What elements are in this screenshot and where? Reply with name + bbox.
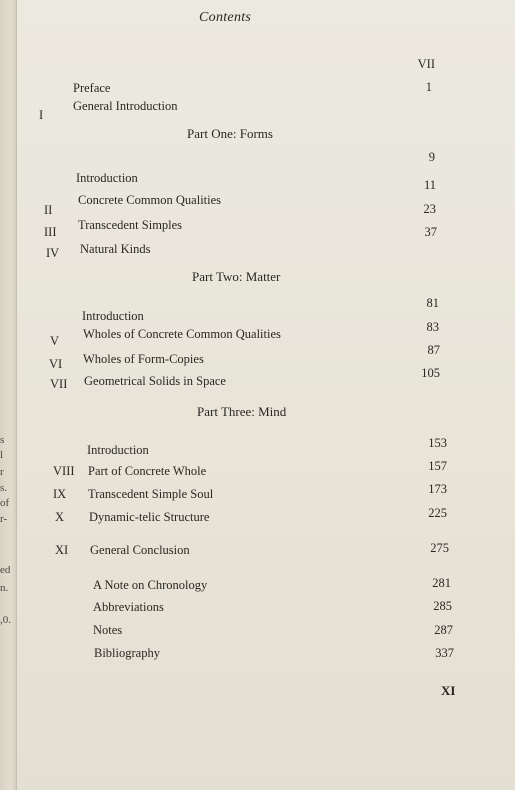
toc-chapter-numeral: XI (55, 543, 69, 557)
toc-page-number: 23 (423, 202, 436, 216)
toc-chapter-numeral: V (50, 334, 60, 348)
toc-entry-label: General Conclusion (90, 543, 190, 557)
toc-entry-label: Wholes of Form-Copies (83, 352, 204, 366)
toc-page-number: 173 (428, 482, 447, 496)
adjacent-page-fragment: ed (0, 564, 11, 576)
toc-entry-label: Preface (73, 81, 111, 95)
toc-entry-label: Abbreviations (93, 600, 164, 614)
adjacent-page-edge (0, 0, 17, 790)
toc-chapter-numeral: X (55, 510, 65, 524)
toc-entry-label: Concrete Common Qualities (78, 193, 222, 207)
adjacent-page-fragment: s. (0, 482, 8, 494)
toc-chapter-numeral: IX (53, 487, 67, 501)
toc-entry-label: Wholes of Concrete Common Qualities (83, 327, 281, 341)
toc-chapter-numeral: I (39, 108, 44, 122)
toc-page-number: VII (417, 57, 435, 71)
toc-entry-label: Introduction (76, 171, 138, 185)
toc-chapter-numeral: VII (50, 377, 68, 391)
adjacent-page-fragment: of (0, 497, 10, 509)
toc-page-number: 87 (427, 343, 440, 357)
toc-chapter-numeral: III (44, 225, 57, 239)
toc-entry-label: Bibliography (94, 646, 160, 660)
toc-page-number: 11 (423, 178, 436, 192)
toc-entry-label: Geometrical Solids in Space (84, 374, 226, 388)
toc-page-number: 337 (435, 646, 454, 660)
part-heading: Part Two: Matter (192, 269, 281, 284)
toc-page-number: 275 (430, 541, 449, 555)
toc-chapter-numeral: IV (46, 246, 60, 260)
adjacent-page-fragment: l (0, 449, 4, 461)
toc-entry-label: Part of Concrete Whole (88, 464, 207, 478)
page-number: XI (441, 683, 456, 698)
toc-entry-label: Notes (93, 623, 123, 637)
toc-entry-label: Dynamic-telic Structure (89, 510, 210, 524)
part-heading: Part One: Forms (187, 126, 273, 141)
toc-page-number: 37 (424, 225, 437, 239)
toc-chapter-numeral: VI (49, 357, 63, 371)
adjacent-page-fragment: n. (0, 582, 9, 594)
adjacent-page-fragment: ,0. (0, 614, 11, 626)
toc-page-number: 225 (428, 506, 447, 520)
toc-chapter-numeral: II (44, 203, 53, 217)
adjacent-page-fragment: r- (0, 513, 8, 525)
toc-page-number: 105 (421, 366, 440, 380)
page-title: Contents (199, 10, 252, 25)
toc-entry-label: A Note on Chronology (93, 578, 208, 592)
adjacent-page-fragment: s (0, 434, 5, 446)
toc-entry-label: General Introduction (73, 99, 178, 113)
toc-page-number: 153 (428, 436, 447, 450)
contents-page (17, 0, 515, 790)
toc-entry-label: Introduction (82, 309, 144, 323)
toc-page-number: 83 (426, 320, 439, 334)
toc-entry-label: Natural Kinds (80, 242, 151, 256)
toc-page-number: 81 (426, 296, 439, 310)
toc-entry-label: Transcedent Simple Soul (88, 487, 214, 501)
toc-entry-label: Transcedent Simples (78, 218, 183, 232)
part-heading: Part Three: Mind (197, 404, 287, 419)
toc-page-number: 285 (433, 599, 452, 613)
toc-page-number: 1 (425, 80, 432, 94)
adjacent-page-fragment: r (0, 466, 4, 478)
toc-page-number: 287 (434, 623, 453, 637)
toc-chapter-numeral: VIII (53, 464, 75, 478)
toc-page-number: 157 (428, 459, 447, 473)
toc-entry-label: Introduction (87, 443, 149, 457)
toc-page-number: 281 (432, 576, 451, 590)
toc-page-number: 9 (428, 150, 435, 164)
